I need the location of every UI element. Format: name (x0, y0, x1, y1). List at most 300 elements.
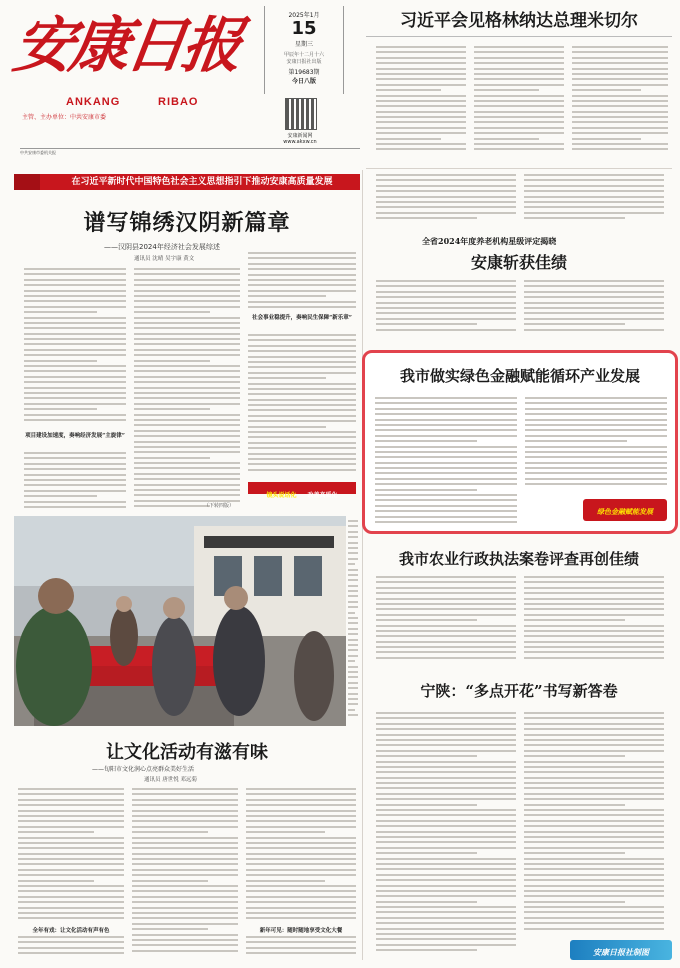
text-line (248, 409, 356, 411)
story-agri-enforcement (366, 540, 672, 670)
text-line (348, 633, 358, 635)
text-line (132, 858, 238, 860)
text-line (474, 138, 539, 140)
story6-head-a: 全年有戏：让文化活动有声有色 (32, 928, 110, 934)
text-line (348, 552, 358, 554)
text-line (134, 268, 240, 270)
text-line (348, 649, 358, 651)
text-line (248, 463, 356, 465)
text-line (524, 581, 664, 583)
text-line (474, 127, 564, 129)
text-line (525, 456, 667, 458)
text-line (524, 576, 664, 578)
text-line (375, 408, 517, 410)
text-line (376, 323, 477, 325)
story2-col-1 (376, 280, 516, 338)
story3-badge-text: 绿色金融赋能发展 (597, 508, 653, 516)
text-line (524, 750, 664, 752)
text-line (376, 723, 516, 725)
text-line (18, 869, 124, 871)
text-line (375, 435, 517, 437)
text-line (474, 143, 564, 145)
text-line (246, 901, 356, 903)
text-line (24, 392, 126, 394)
text-line (376, 641, 516, 643)
text-line (246, 831, 325, 833)
text-line (246, 804, 356, 806)
text-line (524, 901, 625, 903)
text-line (376, 739, 516, 741)
text-line (132, 923, 238, 925)
story1-subtitle: ——汉阴县2024年经济社会发展综述 (104, 243, 220, 251)
tag-left: 镜头说话化 (266, 492, 297, 499)
text-line (524, 787, 664, 789)
text-line (134, 290, 240, 292)
text-line (132, 837, 238, 839)
issue-number: 第19683期 (288, 69, 320, 76)
text-line (375, 451, 517, 453)
text-line (376, 148, 466, 150)
text-line (376, 771, 516, 773)
text-line (132, 912, 238, 914)
photo-illustration (14, 516, 346, 726)
text-line (376, 116, 466, 118)
text-line (375, 397, 517, 399)
story6-head-b: 新年可见：随时随地享受文化大餐 (259, 928, 343, 934)
text-line (134, 295, 240, 297)
text-line (134, 484, 240, 486)
text-line (18, 799, 124, 801)
text-line (376, 787, 516, 789)
masthead (0, 0, 360, 160)
text-line (348, 660, 355, 662)
text-line (134, 403, 240, 405)
text-line (375, 419, 517, 421)
text-line (376, 302, 516, 304)
text-line (246, 847, 356, 849)
text-line (134, 419, 240, 421)
text-line (132, 939, 238, 941)
text-line (24, 501, 126, 503)
text-line (376, 793, 516, 795)
text-line (375, 413, 517, 415)
text-line (376, 777, 516, 779)
text-line (376, 820, 516, 822)
text-line (246, 869, 356, 871)
text-line (24, 495, 97, 497)
text-line (572, 100, 668, 102)
story1-sidehead: 项目建设加速度，奏响经济发展“主旋律” (25, 433, 125, 439)
text-line (24, 490, 126, 492)
text-line (524, 928, 664, 930)
text-line (24, 343, 126, 345)
text-line (376, 809, 516, 811)
text-line (24, 360, 97, 362)
text-line (348, 628, 358, 630)
col-divider-left (362, 170, 363, 960)
text-line (524, 809, 664, 811)
text-line (524, 814, 664, 816)
text-line (24, 408, 97, 410)
story1-col-3 (248, 252, 356, 312)
text-line (134, 387, 240, 389)
text-line (132, 890, 238, 892)
text-line (246, 936, 356, 938)
text-line (248, 458, 356, 460)
text-line (524, 712, 664, 714)
text-line (376, 185, 516, 187)
text-line (376, 179, 516, 181)
text-line (248, 339, 356, 341)
text-line (246, 815, 356, 817)
text-line (474, 100, 564, 102)
text-line (348, 687, 358, 689)
text-line (376, 728, 516, 730)
text-line (376, 712, 516, 714)
text-line (524, 280, 664, 282)
text-line (18, 896, 124, 898)
text-line (24, 354, 126, 356)
text-line (132, 788, 238, 790)
text-line (524, 723, 664, 725)
text-line (18, 874, 124, 876)
text-line (248, 426, 326, 428)
text-line (524, 635, 664, 637)
text-line (572, 143, 668, 145)
text-line (348, 542, 358, 544)
text-line (376, 78, 466, 80)
text-line (246, 858, 356, 860)
lead-col-3 (572, 46, 668, 156)
text-line (376, 62, 466, 64)
text-line (375, 462, 517, 464)
text-line (248, 442, 356, 444)
text-line (524, 717, 664, 719)
text-line (134, 317, 240, 319)
text-line (248, 404, 356, 406)
text-line (524, 831, 664, 833)
text-line (18, 831, 94, 833)
text-line (132, 907, 238, 909)
story-green-finance[interactable] (362, 350, 678, 534)
text-line (376, 804, 477, 806)
text-line (376, 841, 516, 843)
text-line (525, 424, 667, 426)
text-line (376, 174, 516, 176)
text-line (132, 847, 238, 849)
theme-banner (14, 174, 360, 190)
text-line (524, 852, 625, 854)
text-line (375, 510, 517, 512)
text-line (134, 306, 240, 308)
text-line (246, 837, 356, 839)
story1-tag-bar (248, 482, 356, 499)
text-line (524, 847, 664, 849)
text-line (246, 941, 356, 943)
text-line (524, 879, 664, 881)
news-photo (14, 516, 346, 726)
text-line (348, 693, 358, 695)
text-line (375, 429, 517, 431)
text-line (348, 671, 358, 673)
text-line (24, 397, 126, 399)
text-line (248, 420, 356, 422)
text-line (246, 788, 356, 790)
text-line (134, 327, 240, 329)
text-line (375, 521, 517, 523)
text-line (524, 798, 664, 800)
text-line (132, 901, 238, 903)
text-line (375, 467, 517, 469)
text-line (524, 863, 664, 865)
text-line (524, 651, 664, 653)
text-line (524, 766, 664, 768)
banner-text: 在习近平新时代中国特色社会主义思想指引下推动安康高质量发展 (71, 177, 333, 187)
text-line (134, 473, 240, 475)
text-line (524, 734, 664, 736)
story3-title[interactable]: 我市做实绿色金融赋能循环产业发展 (399, 367, 640, 385)
story5-title[interactable]: 宁陕：“多点开花”书写新答卷 (420, 682, 618, 700)
text-line (134, 478, 240, 480)
text-line (134, 408, 210, 410)
text-line (246, 793, 356, 795)
text-line (18, 952, 124, 954)
text-line (132, 810, 238, 812)
text-line (348, 714, 358, 716)
text-line (132, 826, 238, 828)
text-line (524, 771, 664, 773)
story2-title[interactable]: 安康斩获佳绩 (470, 253, 567, 272)
text-line (524, 329, 664, 331)
story-ningshan (366, 676, 672, 962)
text-line (524, 841, 664, 843)
text-line (376, 138, 441, 140)
text-line (376, 100, 466, 102)
text-line (376, 852, 477, 854)
text-line (248, 361, 356, 363)
text-line (376, 879, 516, 881)
text-line (348, 569, 358, 571)
text-line (375, 483, 517, 485)
text-line (474, 57, 564, 59)
text-line (376, 831, 516, 833)
text-line (248, 263, 356, 265)
text-line (524, 885, 664, 887)
text-line (24, 349, 126, 351)
text-line (474, 105, 564, 107)
text-line (24, 463, 126, 465)
text-line (134, 467, 240, 469)
text-line (572, 57, 668, 59)
text-line (376, 895, 516, 897)
text-line (572, 111, 668, 113)
text-line (376, 603, 516, 605)
text-line (524, 307, 664, 309)
text-line (246, 885, 356, 887)
story1-col-2 (134, 268, 240, 512)
text-line (348, 547, 358, 549)
text-line (376, 73, 466, 75)
text-line (376, 646, 516, 648)
text-line (376, 750, 516, 752)
text-line (24, 457, 126, 459)
text-line (474, 111, 564, 113)
text-line (134, 284, 240, 286)
lead-cont-col-2 (524, 174, 664, 226)
text-line (376, 798, 516, 800)
text-line (134, 441, 240, 443)
story1-continued: （下转四版） (204, 503, 235, 509)
text-line (24, 333, 126, 335)
text-line (376, 863, 516, 865)
story6-col-1 (18, 788, 124, 924)
text-line (18, 804, 124, 806)
text-line (376, 95, 466, 97)
text-line (525, 462, 667, 464)
text-line (376, 285, 516, 287)
story6-col-1b (18, 936, 124, 958)
text-line (376, 858, 516, 860)
text-line (376, 121, 466, 123)
text-line (524, 598, 664, 600)
text-line (248, 383, 356, 385)
text-line (375, 489, 477, 491)
text-line (248, 334, 356, 336)
text-line (376, 761, 516, 763)
info-bar-label: 中共安康市委机关报 (20, 150, 56, 155)
text-line (246, 947, 356, 949)
text-line (18, 880, 94, 882)
text-line (376, 312, 516, 314)
story4-title[interactable]: 我市农业行政执法案卷评查再创佳绩 (398, 550, 639, 568)
text-line (134, 360, 210, 362)
story6-subtitle: ——旬阳市文化润心点亮群众美好生活 (92, 766, 195, 773)
text-line (134, 300, 240, 302)
text-line (376, 127, 466, 129)
text-line (376, 922, 516, 924)
text-line (376, 201, 516, 203)
corner-badge (570, 940, 672, 960)
text-line (348, 595, 358, 597)
story1-col-3b (248, 334, 356, 476)
story-hanyin (14, 196, 360, 514)
text-line (18, 885, 124, 887)
text-line (572, 127, 668, 129)
text-line (134, 273, 240, 275)
text-line (376, 291, 516, 293)
text-line (524, 614, 664, 616)
text-line (348, 558, 358, 560)
text-line (376, 190, 516, 192)
text-line (24, 338, 126, 340)
text-line (474, 116, 564, 118)
text-line (132, 831, 208, 833)
text-line (376, 307, 516, 309)
text-line (525, 419, 667, 421)
text-line (524, 296, 664, 298)
text-line (132, 863, 238, 865)
text-line (246, 880, 325, 882)
date-year-month: 2025年1月 (288, 12, 320, 19)
text-line (132, 874, 238, 876)
text-line (134, 414, 240, 416)
text-line (525, 435, 667, 437)
text-line (524, 630, 664, 632)
text-line (348, 617, 358, 619)
text-line (246, 863, 356, 865)
text-line (375, 516, 517, 518)
text-line (524, 608, 664, 610)
text-line (348, 682, 358, 684)
text-line (376, 105, 466, 107)
text-line (376, 814, 516, 816)
text-line (524, 619, 625, 621)
story6-col-2 (132, 788, 238, 958)
text-line (474, 73, 564, 75)
text-line (376, 132, 466, 134)
text-line (132, 853, 238, 855)
text-line (248, 274, 356, 276)
text-line (376, 847, 516, 849)
text-line (524, 906, 664, 908)
text-line (524, 587, 664, 589)
text-line (24, 370, 126, 372)
text-line (375, 440, 477, 442)
text-line (246, 952, 356, 954)
text-line (134, 505, 210, 507)
text-line (524, 190, 664, 192)
text-line (474, 78, 564, 80)
text-line (24, 300, 126, 302)
story2-col-2 (524, 280, 664, 338)
text-line (248, 301, 356, 303)
text-line (248, 295, 326, 297)
text-line (474, 46, 564, 48)
text-line (524, 185, 664, 187)
text-line (246, 826, 356, 828)
text-line (524, 755, 625, 757)
text-line (134, 354, 240, 356)
text-line (524, 646, 664, 648)
text-line (246, 907, 356, 909)
story2-kicker: 全省2024年度养老机构星级评定揭晓 (422, 236, 557, 246)
text-line (246, 810, 356, 812)
story1-col-1 (24, 268, 126, 428)
text-line (376, 782, 516, 784)
text-line (348, 698, 358, 700)
text-line (524, 592, 664, 594)
text-line (376, 625, 516, 627)
text-line (524, 804, 625, 806)
lead-title[interactable]: 习近平会见格林纳达总理米切尔 (366, 6, 672, 37)
text-line (248, 399, 356, 401)
text-line (375, 424, 517, 426)
story6-title[interactable]: 让文化活动有滋有味 (106, 742, 268, 763)
photo-caption-column (348, 520, 358, 720)
text-line (132, 885, 238, 887)
text-line (376, 911, 516, 913)
text-line (134, 381, 240, 383)
text-line (18, 826, 124, 828)
text-line (524, 217, 625, 219)
text-line (474, 84, 564, 86)
text-line (375, 402, 517, 404)
text-line (348, 601, 358, 603)
text-line (524, 895, 664, 897)
site-url: www.akxw.cn (283, 139, 317, 145)
story1-title[interactable]: 谱写锦绣汉阴新篇章 (83, 210, 291, 236)
text-line (376, 744, 516, 746)
